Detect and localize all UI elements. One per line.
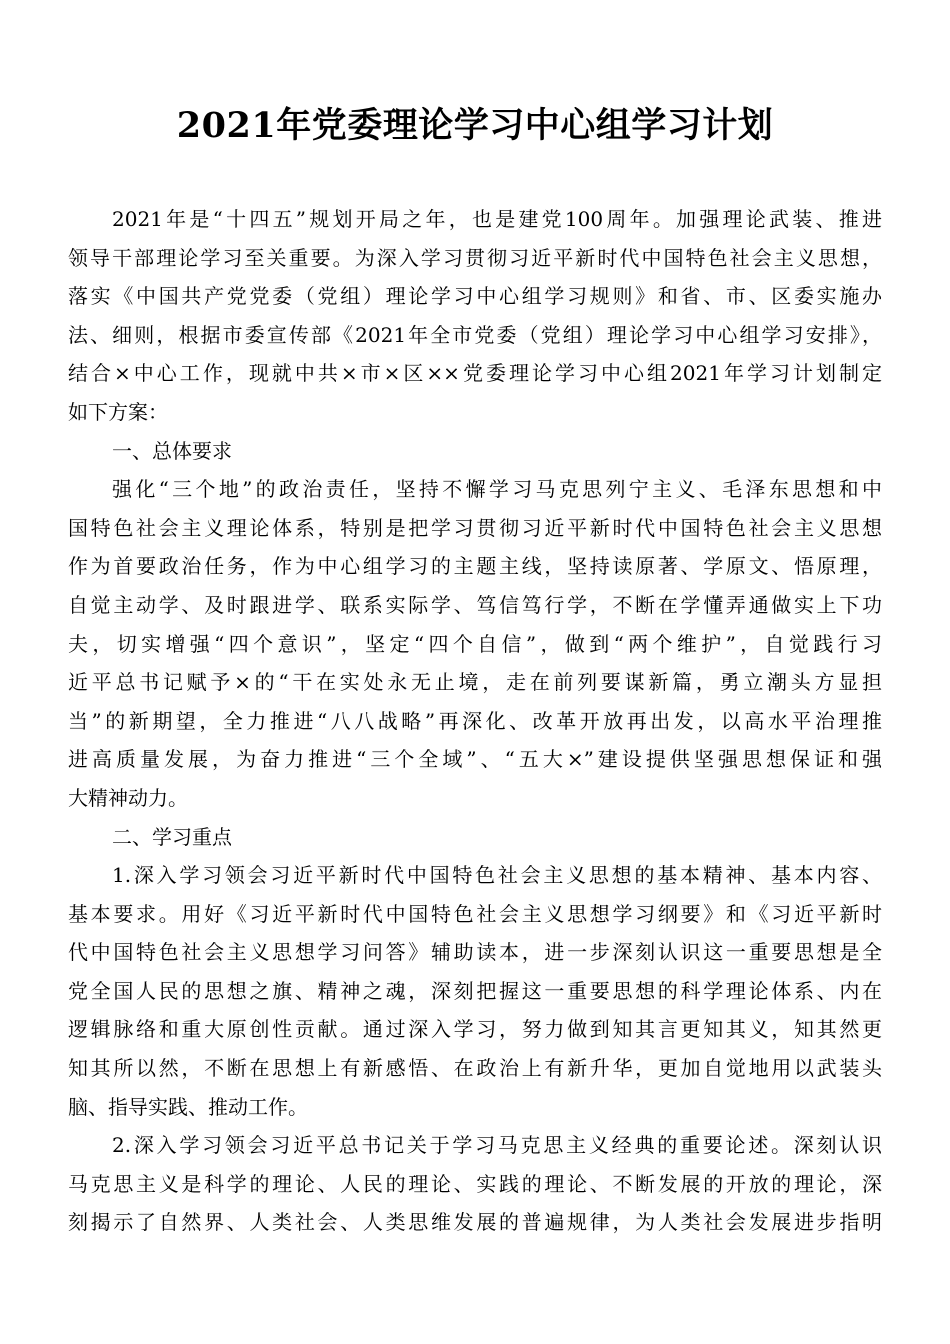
- text-line: 基本要求。用好《习近平新时代中国特色社会主义思想学习纲要》和《习近平新时: [68, 901, 882, 926]
- text-line: 夫，切实增强“四个意识”，坚定“四个自信”，做到“两个维护”，自觉践行习: [68, 631, 882, 656]
- text-line: 近平总书记赋予×的“干在实处永无止境，走在前列要谋新篇，勇立潮头方显担: [68, 670, 882, 695]
- text-line: 法、细则，根据市委宣传部《2021年全市党委（党组）理论学习中心组学习安排》，: [68, 322, 882, 347]
- section-heading: [68, 818, 882, 857]
- body-paragraph: [68, 856, 882, 1126]
- text-line: 逻辑脉络和重大原创性贡献。通过深入学习，努力做到知其言更知其义，知其然更: [68, 1017, 882, 1042]
- text-line: 进高质量发展，为奋力推进“三个全域”、“五大×”建设提供坚强思想保证和强: [68, 747, 882, 772]
- text-line: 国特色社会主义理论体系，特别是把学习贯彻习近平新时代中国特色社会主义思想: [68, 515, 882, 540]
- section-heading: [68, 432, 882, 471]
- text-line: 结合×中心工作，现就中共×市×区××党委理论学习中心组2021年学习计划制定: [68, 361, 882, 386]
- text-line: 刻揭示了自然界、人类社会、人类思维发展的普遍规律，为人类社会发展进步指明: [68, 1210, 882, 1235]
- text-line: 自觉主动学、及时跟进学、联系实际学、笃信笃行学，不断在学懂弄通做实上下功: [68, 592, 882, 617]
- text-line: 当”的新期望，全力推进“八八战略”再深化、改革开放再出发，以高水平治理推: [68, 708, 882, 733]
- text-line: 强化“三个地”的政治责任，坚持不懈学习马克思列宁主义、毛泽东思想和中: [112, 477, 882, 502]
- text-line: 代中国特色社会主义思想学习问答》辅助读本，进一步深刻认识这一重要思想是全: [68, 940, 882, 965]
- body-paragraph: [68, 470, 882, 817]
- document-title: 2021年党委理论学习中心组学习计划: [176, 105, 774, 146]
- body-paragraph: [68, 1126, 882, 1242]
- text-line: 1.深入学习领会习近平新时代中国特色社会主义思想的基本精神、基本内容、: [112, 863, 882, 888]
- text-line: 党全国人民的思想之旗、精神之魂，深刻把握这一重要思想的科学理论体系、内在: [68, 978, 882, 1003]
- text-line: 2.深入学习领会习近平总书记关于学习马克思主义经典的重要论述。深刻认识: [112, 1133, 882, 1158]
- body-paragraph: [68, 200, 882, 432]
- text-line: 一、总体要求: [112, 438, 232, 463]
- text-line: 脑、指导实践、推动工作。: [68, 1094, 308, 1119]
- text-line: 知其所以然，不断在思想上有新感悟、在政治上有新升华，更加自觉地用以武装头: [68, 1056, 882, 1081]
- text-line: 马克思主义是科学的理论、人民的理论、实践的理论、不断发展的开放的理论，深: [68, 1171, 882, 1196]
- text-line: 二、学习重点: [112, 824, 232, 849]
- text-line: 大精神动力。: [68, 785, 188, 810]
- text-line: 领导干部理论学习至关重要。为深入学习贯彻习近平新时代中国特色社会主义思想，: [68, 245, 882, 270]
- text-line: 如下方案：: [68, 399, 168, 424]
- document-body: [68, 200, 882, 1242]
- text-line: 落实《中国共产党党委（党组）理论学习中心组学习规则》和省、市、区委实施办: [68, 284, 882, 309]
- text-line: 2021年是“十四五”规划开局之年，也是建党100周年。加强理论武装、推进: [112, 207, 882, 231]
- text-line: 作为首要政治任务，作为中心组学习的主题主线，坚持读原著、学原文、悟原理，: [68, 554, 882, 579]
